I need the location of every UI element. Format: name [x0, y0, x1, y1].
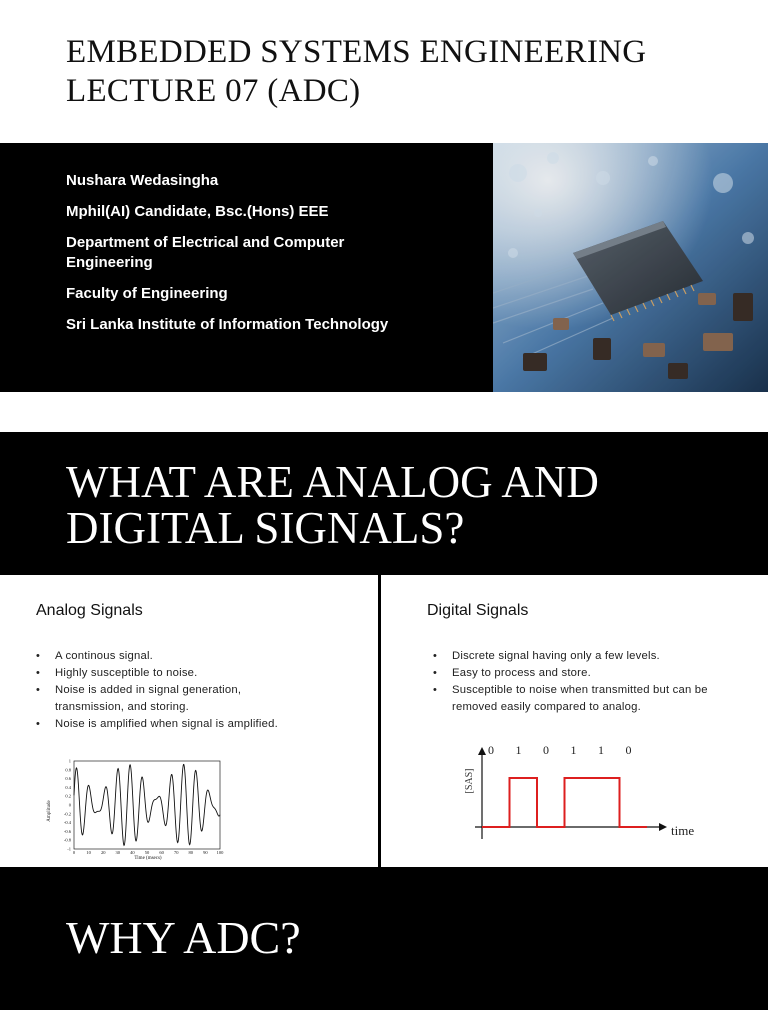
- analog-xtick-label: 100: [216, 850, 224, 855]
- digital-bit-label: 0: [488, 743, 494, 757]
- analog-bullet: • Noise is added in signal generation, transmission, and storing.: [36, 682, 295, 716]
- digital-bullet-list: [433, 648, 733, 716]
- analog-bullet-list: [36, 648, 346, 733]
- digital-y-arrow: [478, 747, 486, 755]
- analog-ytick-label: -0.4: [63, 820, 71, 826]
- analog-xtick-label: 80: [188, 850, 194, 855]
- analog-plot-ylabel: Amplitude: [47, 800, 52, 822]
- digital-bit-label: 1: [515, 743, 522, 757]
- column-divider: [378, 575, 381, 867]
- digital-bit-label: 1: [570, 743, 577, 757]
- slide3-title: WHY ADC?: [66, 912, 301, 963]
- analog-bullet: • Highly susceptible to noise.: [36, 665, 346, 682]
- analog-ytick-label: 1: [68, 758, 71, 764]
- slide1-title-line1: EMBEDDED SYSTEMS ENGINEERING: [66, 34, 647, 70]
- analog-xtick-label: 40: [130, 850, 135, 855]
- analog-waveform-plot: [40, 753, 230, 863]
- analog-ytick-label: -0.8: [63, 837, 71, 843]
- digital-title: Digital Signals: [427, 602, 529, 619]
- analog-xtick-label: 60: [159, 850, 164, 855]
- digital-bit-label: 0: [543, 743, 549, 757]
- author-institute: Sri Lanka Institute of Information Technology: [66, 316, 389, 333]
- analog-ytick-label: 0.6: [65, 776, 71, 782]
- analog-bullet: • A continous signal.: [36, 648, 346, 665]
- microchip-photo: [493, 143, 768, 392]
- slide2-body: [0, 575, 768, 867]
- analog-xtick-label: 50: [144, 850, 150, 855]
- analog-xtick-label: 30: [115, 850, 121, 855]
- analog-ytick-label: 0.2: [65, 793, 71, 799]
- circuit-board-image: [493, 143, 768, 392]
- analog-ytick-label: 0.4: [65, 784, 71, 790]
- analog-ytick-label: -0.2: [63, 811, 71, 817]
- analog-xtick-label: 90: [203, 850, 208, 855]
- digital-ylabel: [SAS]: [464, 768, 475, 794]
- analog-xtick-label: 10: [86, 850, 91, 855]
- analog-xtick-label: 70: [173, 850, 179, 855]
- analog-plot-frame: [74, 761, 220, 849]
- slide2-title-line2: DIGITAL SIGNALS?: [66, 503, 465, 553]
- analog-plot-yticks: [64, 759, 72, 852]
- author-qualification: Mphil(AI) Candidate, Bsc.(Hons) EEE: [66, 203, 329, 220]
- analog-plot-xticks: [73, 850, 224, 855]
- author-name: Nushara Wedasingha: [66, 172, 219, 189]
- author-panel: [0, 143, 493, 392]
- slide2-header: [0, 432, 768, 575]
- digital-x-arrow: [659, 823, 667, 831]
- author-faculty: Faculty of Engineering: [66, 285, 228, 302]
- digital-xlabel: time: [671, 823, 695, 838]
- analog-ytick-label: 0.8: [65, 767, 71, 773]
- digital-bullet: • Discrete signal having only a few levels.: [433, 648, 733, 665]
- digital-signal-diagram: [455, 735, 705, 845]
- digital-bit-label: 0: [625, 743, 632, 757]
- slide2-title-line1: WHAT ARE ANALOG AND: [66, 457, 599, 507]
- digital-square-wave: [482, 778, 647, 827]
- digital-bit-label: 1: [598, 743, 604, 757]
- digital-bullet: • Susceptible to noise when transmitted but can be removed easily compared to analog.: [433, 682, 732, 716]
- digital-bit-labels: [488, 743, 632, 757]
- analog-waveform-line: [74, 764, 220, 845]
- analog-xtick-label: 20: [100, 850, 106, 855]
- author-department: Department of Electrical and Computer Engineering: [66, 234, 345, 271]
- slide3-header: [0, 867, 768, 1010]
- analog-plot-xlabel: Time (msecs): [134, 856, 162, 861]
- analog-ytick-label: 0: [68, 802, 71, 808]
- digital-bullet: • Easy to process and store.: [433, 665, 733, 682]
- slide1-title-area: [0, 0, 768, 143]
- analog-ytick-label: -1: [67, 846, 71, 852]
- analog-bullet: • Noise is amplified when signal is amplified.: [36, 716, 346, 733]
- slide1-title-line2: LECTURE 07 (ADC): [66, 73, 361, 109]
- analog-ytick-label: -0.6: [63, 828, 71, 834]
- analog-xtick-label: 0: [72, 850, 76, 855]
- analog-title: Analog Signals: [36, 602, 143, 619]
